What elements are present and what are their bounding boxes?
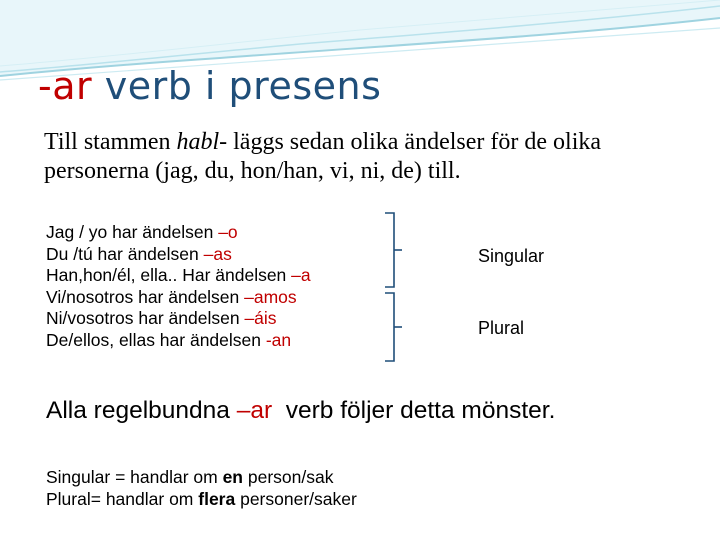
title-suffix-highlight: -ar xyxy=(38,64,93,108)
ending-suffix: –amos xyxy=(244,286,297,307)
definitions xyxy=(46,466,357,510)
slide-title xyxy=(38,64,381,108)
intro-text-start: Till stammen xyxy=(44,129,177,155)
title-rest: verb i presens xyxy=(92,64,382,108)
bracket-singular xyxy=(385,213,394,287)
label-plural: Plural xyxy=(478,318,525,338)
label-singular: Singular xyxy=(478,246,545,266)
definition-singular: Singular = handlar om en person/sak xyxy=(46,467,334,487)
definition-emphasis: en xyxy=(222,467,244,487)
intro-paragraph xyxy=(44,128,684,186)
rule-highlight: –ar xyxy=(236,397,273,424)
intro-text-end: läggs sedan olika ändelser för de olika personerna (jag, du, hon/han, vi, ni, de) till. xyxy=(44,129,602,184)
ending-row-han: Han,hon/él, ella.. Har ändelsen –a xyxy=(46,265,311,285)
grouping-brackets xyxy=(380,205,420,370)
rule-sentence: Alla regelbundna –ar verb följer detta mönster. xyxy=(46,397,556,424)
ending-row-ni: Ni/vosotros har ändelsen –áis xyxy=(46,308,277,328)
ending-row-vi: Vi/nosotros har ändelsen –amos xyxy=(46,286,297,307)
definition-emphasis: flera xyxy=(198,489,236,509)
ending-suffix: –as xyxy=(203,243,232,264)
ending-row-du: Du /tú har ändelsen –as xyxy=(46,243,232,264)
endings-list xyxy=(46,222,311,351)
ending-suffix: -an xyxy=(265,329,292,350)
ending-suffix: –o xyxy=(218,222,238,242)
bracket-plural xyxy=(385,293,394,361)
ending-suffix: –áis xyxy=(244,308,277,328)
ending-row-de: De/ellos, ellas har ändelsen -an xyxy=(46,329,292,350)
intro-stem: habl- xyxy=(176,129,228,155)
ending-row-jag: Jag / yo har ändelsen –o xyxy=(46,222,238,242)
definition-plural: Plural= handlar om flera personer/saker xyxy=(46,489,357,509)
ending-suffix: –a xyxy=(291,265,311,285)
